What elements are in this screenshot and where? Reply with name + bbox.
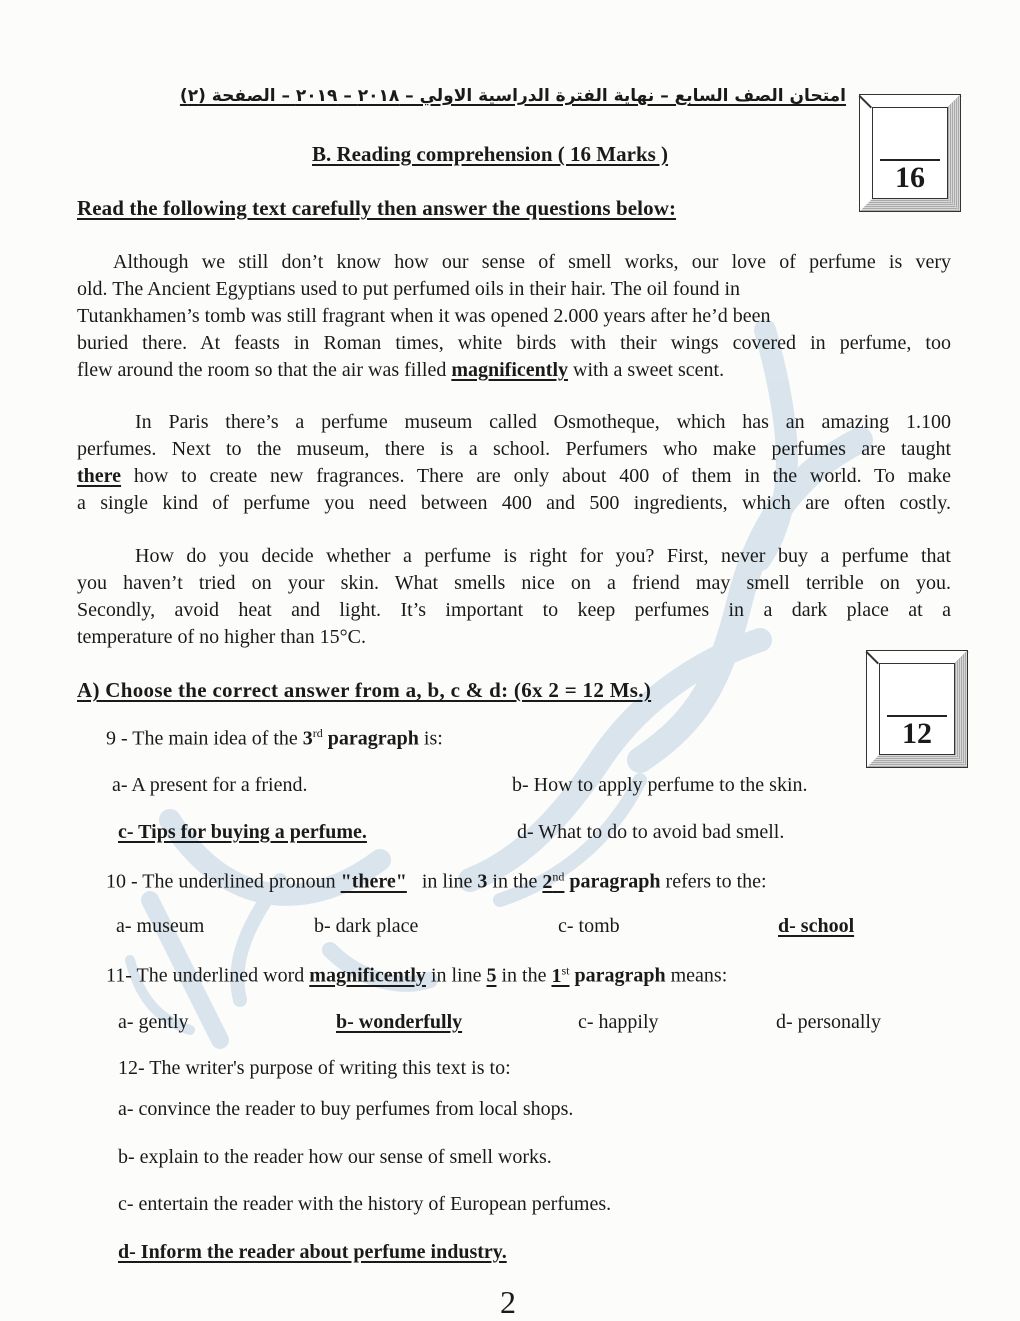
passage-line: perfumes. Next to the museum, there is a school. Perfumers who make perfumes are taught (77, 438, 951, 460)
q10-option-a[interactable]: a- museum (116, 915, 205, 937)
q11-option-d[interactable]: d- personally (776, 1011, 881, 1033)
part-a-score-box (866, 650, 968, 768)
passage-line: old. The Ancient Egyptians used to put perfumed oils in their hair. The oil found in (77, 278, 741, 300)
section-title: B. Reading comprehension ( 16 Marks ) (312, 142, 669, 166)
passage-line: a single kind of perfume you need between 400 and 500 ingredients, which are often costly. (77, 492, 951, 514)
passage-line: buried there. At feasts in Roman times, white birds with their wings covered in perfume, too (77, 332, 951, 354)
q12-option-a[interactable]: a- convince the reader to buy perfumes from local shops. (118, 1098, 574, 1120)
q9-option-b[interactable]: b- How to apply perfume to the skin. (512, 774, 808, 796)
passage-line: temperature of no higher than 15°C. (77, 626, 367, 648)
q11-option-b-selected[interactable]: b- wonderfully (336, 1011, 463, 1033)
instruction-text: Read the following text carefully then answer the questions below: (77, 196, 677, 220)
passage-line: there how to create new fragrances. There are only about 400 of them in the world. To make (77, 465, 951, 487)
passage-line: Tutankhamen’s tomb was still fragrant when it was opened 2.000 years after he’d been (77, 305, 771, 327)
passage-line: you haven’t tried on your skin. What smells nice on a friend may smell terrible on you. (77, 572, 951, 594)
section-total-marks: 16 (895, 161, 925, 194)
section-score-box (859, 94, 961, 212)
q10-option-d-selected[interactable]: d- school (778, 915, 855, 937)
arabic-exam-header: امتحان الصف السابع – نهاية الفترة الدراسية الاولي – ٢٠١٨ – ٢٠١٩ – الصفحة (٢) (179, 86, 846, 106)
key-word-there: there (77, 465, 122, 487)
passage-paragraph-3 (77, 543, 951, 651)
passage-line: Secondly, avoid heat and light. It’s important to keep perfumes in a dark place at a (77, 599, 951, 621)
page-number: 2 (500, 1284, 516, 1320)
passage-line: How do you decide whether a perfume is right for you? First, never buy a perfume that (135, 545, 951, 567)
q11-option-a[interactable]: a- gently (118, 1011, 189, 1033)
q11-option-c[interactable]: c- happily (578, 1011, 659, 1033)
passage-line: flew around the room so that the air was filled magnificently with a sweet scent. (77, 359, 725, 381)
passage-paragraph-2 (77, 409, 951, 517)
part-a-title: A) Choose the correct answer from a, b, c & d: (6x 2 = 12 Ms.) (77, 678, 652, 702)
question-10: 10 - The underlined pronoun "there" in line 3 in the 2nd paragraph refers to the: (106, 869, 767, 893)
q9-option-a[interactable]: a- A present for a friend. (112, 774, 308, 796)
passage-line: Although we still don’t know how our sense of smell works, our love of perfume is very (113, 251, 951, 273)
q9-option-d[interactable]: d- What to do to avoid bad smell. (517, 821, 785, 843)
passage-paragraph-1 (77, 249, 951, 384)
passage-line: In Paris there’s a perfume museum called Osmotheque, which has an amazing 1.100 (135, 411, 951, 433)
key-word-magnificently: magnificently (451, 359, 568, 381)
question-12: 12- The writer's purpose of writing this text is to: (118, 1057, 511, 1079)
q12-option-b[interactable]: b- explain to the reader how our sense of smell works. (118, 1146, 552, 1168)
handwritten-line-number: 3 (477, 870, 488, 893)
q9-option-c-selected[interactable]: c- Tips for buying a perfume. (118, 821, 367, 843)
q12-option-d-selected[interactable]: d- Inform the reader about perfume industry. (118, 1241, 507, 1263)
question-9: 9 - The main idea of the 3rd paragraph is: (106, 726, 443, 750)
q12-option-c[interactable]: c- entertain the reader with the history of European perfumes. (118, 1193, 612, 1215)
question-11: 11- The underlined word magnificently in line 5 in the 1st paragraph means: (106, 963, 728, 987)
q10-option-c[interactable]: c- tomb (558, 915, 620, 937)
q10-option-b[interactable]: b- dark place (314, 915, 419, 937)
part-a-total-marks: 12 (902, 717, 932, 750)
